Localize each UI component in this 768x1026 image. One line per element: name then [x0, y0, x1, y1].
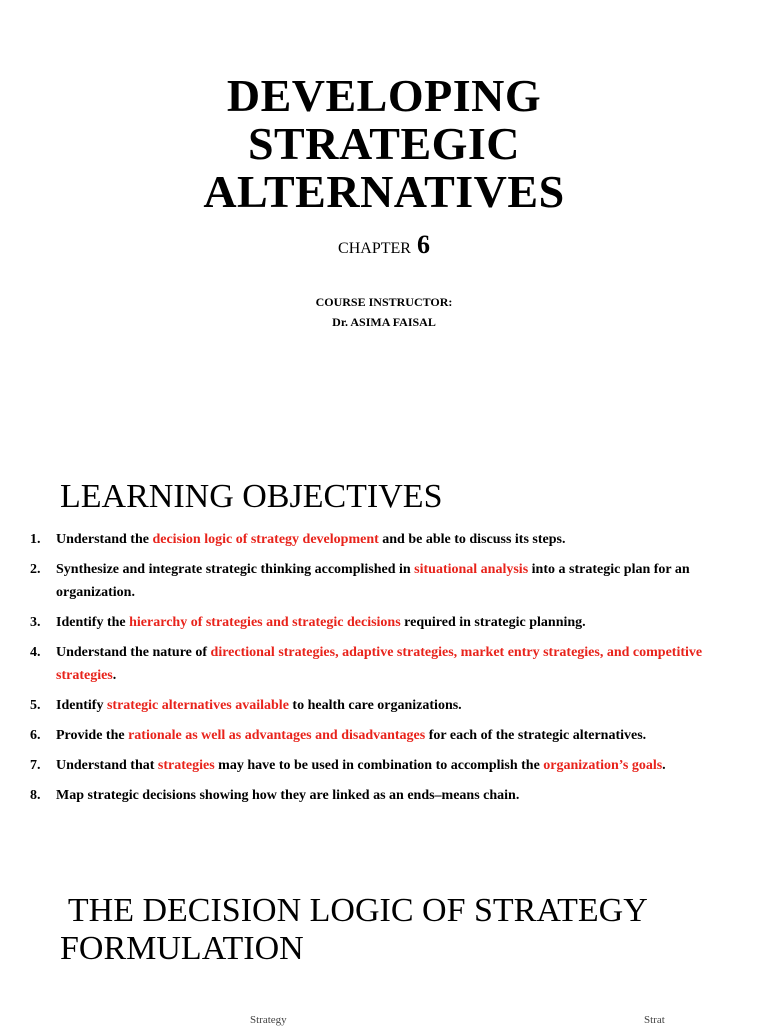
- objective-number: 1.: [30, 532, 41, 547]
- objective-text: Understand that: [56, 758, 158, 773]
- diagram-label-cut-left: Strategy: [250, 1014, 287, 1026]
- learning-objectives-heading: LEARNING OBJECTIVES: [60, 478, 443, 515]
- objective-item: [0, 754, 768, 777]
- instructor-block: [0, 292, 768, 332]
- objective-item: [0, 784, 768, 807]
- objective-text: may have to be used in combination to accomplish the: [214, 758, 544, 773]
- objectives-list: [0, 528, 768, 814]
- objective-text: .: [112, 668, 117, 683]
- objective-number: 3.: [30, 615, 41, 630]
- chapter-number: 6: [416, 230, 430, 259]
- objective-number: 6.: [30, 728, 41, 743]
- chapter-line: [0, 230, 768, 260]
- objective-text: Understand the nature of: [56, 645, 211, 660]
- objective-text: Identify the: [56, 615, 130, 630]
- objective-text: Synthesize and integrate strategic thinking accomplished in: [56, 562, 415, 577]
- heading-line: FORMULATION: [60, 930, 304, 967]
- objective-number: 5.: [30, 698, 41, 713]
- chapter-label: CHAPTER: [338, 240, 411, 257]
- instructor-label: COURSE INSTRUCTOR:: [315, 295, 453, 309]
- objective-item: [0, 528, 768, 551]
- objective-item: [0, 611, 768, 634]
- title-line: ALTERNATIVES: [203, 166, 565, 217]
- objective-text: required in strategic planning.: [400, 615, 586, 630]
- objective-text: into a strategic plan for an organization.: [56, 562, 690, 600]
- objective-highlight-text: rationale as well as advantages and disadvantages: [128, 728, 426, 743]
- objective-item: [0, 558, 768, 604]
- objective-number: 4.: [30, 645, 41, 660]
- objective-text: Provide the: [56, 728, 129, 743]
- objective-number: 8.: [30, 788, 41, 803]
- objective-highlight-text: situational analysis: [414, 562, 529, 577]
- objective-text: for each of the strategic alternatives.: [425, 728, 647, 743]
- objective-number: 2.: [30, 562, 41, 577]
- objective-item: [0, 724, 768, 747]
- objective-highlight-text: directional strategies, adaptive strategies, market entry strategies, and competitive strategies: [56, 645, 703, 683]
- objective-text: Map strategic decisions showing how they are linked as an ends–means chain.: [56, 788, 520, 803]
- title-slide: [0, 0, 768, 430]
- objective-highlight-text: strategies: [157, 758, 215, 773]
- objective-highlight-text: decision logic of strategy development: [152, 532, 379, 547]
- objective-highlight-text: organization’s goals: [543, 758, 663, 773]
- title-line: STRATEGIC: [247, 118, 521, 169]
- objective-text: and be able to discuss its steps.: [378, 532, 566, 547]
- diagram-label-cut-right: Strat: [644, 1014, 665, 1026]
- objective-number: 7.: [30, 758, 41, 773]
- objective-highlight-text: hierarchy of strategies and strategic decisions: [129, 615, 401, 630]
- objective-text: .: [662, 758, 666, 773]
- objective-text: Identify: [56, 698, 107, 713]
- objective-item: [0, 694, 768, 717]
- heading-line: THE DECISION LOGIC OF STRATEGY: [60, 892, 648, 929]
- title-line: DEVELOPING: [226, 70, 542, 121]
- objective-highlight-text: strategic alternatives available: [106, 698, 289, 713]
- decision-logic-heading: [60, 892, 648, 968]
- instructor-name: Dr. ASIMA FAISAL: [332, 315, 436, 329]
- objective-text: Understand the: [56, 532, 153, 547]
- objective-text: to health care organizations.: [288, 698, 462, 713]
- document-title: [0, 72, 768, 216]
- objective-item: [0, 641, 768, 687]
